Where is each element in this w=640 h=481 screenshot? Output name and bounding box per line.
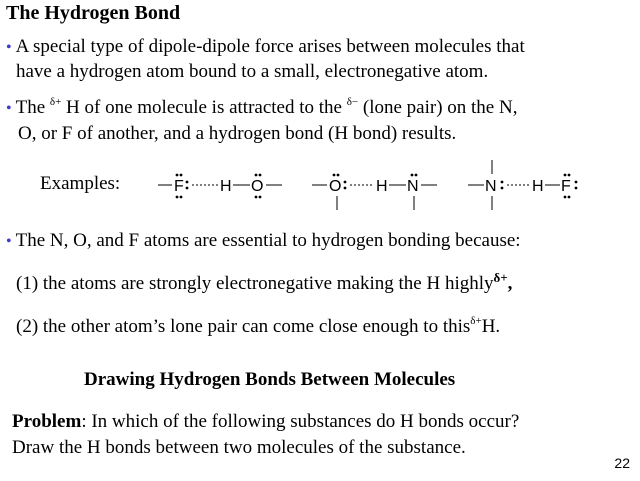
example-o-h-n — [312, 174, 437, 210]
atom-f: F — [561, 178, 571, 195]
atom-h: H — [532, 178, 544, 195]
atom-h: H — [220, 178, 232, 195]
bullet-2-post: (lone pair) on the N, — [358, 97, 518, 118]
atom-h: H — [376, 178, 388, 195]
bullet-dot-icon: • — [6, 100, 12, 117]
bullet-dot-icon: • — [6, 39, 12, 56]
examples-label: Examples: — [40, 173, 121, 194]
bullet-2-line-2: O, or F of another, and a hydrogen bond (H bond) results. — [18, 123, 457, 144]
atom-o: O — [329, 178, 342, 195]
h-bond-examples-diagram — [150, 156, 590, 214]
bullet-3-text: The N, O, and F atoms are essential to hydrogen bonding because: — [15, 230, 521, 251]
bullet-2-line-1 — [6, 97, 517, 119]
reason-1 — [16, 270, 513, 295]
delta-plus-label: δ+ — [470, 315, 482, 327]
atom-o: O — [251, 178, 264, 195]
atom-f: F — [174, 178, 184, 195]
problem-line-1 — [12, 411, 519, 433]
bullet-dot-icon: • — [6, 233, 12, 250]
problem-text: : In which of the following substances do H bonds occur? — [81, 411, 520, 432]
atom-n: N — [485, 178, 497, 195]
reason-2-text: (2) the other atom’s lone pair can come close enough to this — [16, 316, 471, 337]
reason-2-end: H. — [481, 316, 501, 337]
atom-n: N — [407, 178, 419, 195]
bullet-1-line-1 — [6, 36, 525, 58]
reason-1-end: , — [507, 273, 513, 294]
slide-number: 22 — [614, 455, 630, 471]
bullet-2-pre: The — [15, 97, 50, 118]
reason-2 — [16, 316, 500, 338]
bullet-2-mid: H of one molecule is attracted to the — [61, 97, 347, 118]
section-heading: Drawing Hydrogen Bonds Between Molecules — [84, 369, 456, 390]
delta-plus-label: δ+ — [49, 96, 62, 108]
delta-plus-label: δ+ — [493, 270, 508, 285]
page-title: The Hydrogen Bond — [6, 2, 181, 24]
example-f-h-o — [158, 174, 282, 199]
reason-1-text: (1) the atoms are strongly electronegative making the H highly — [16, 273, 494, 294]
delta-minus-label: δ− — [346, 96, 359, 108]
problem-line-2: Draw the H bonds between two molecules of the substance. — [12, 437, 466, 458]
problem-label: Problem — [12, 411, 82, 432]
example-n-h-f — [468, 160, 577, 210]
bullet-1-line-2: have a hydrogen atom bound to a small, electronegative atom. — [16, 61, 489, 82]
bullet-1-text: A special type of dipole-dipole force arises between molecules that — [15, 36, 525, 57]
bullet-3 — [6, 230, 521, 252]
